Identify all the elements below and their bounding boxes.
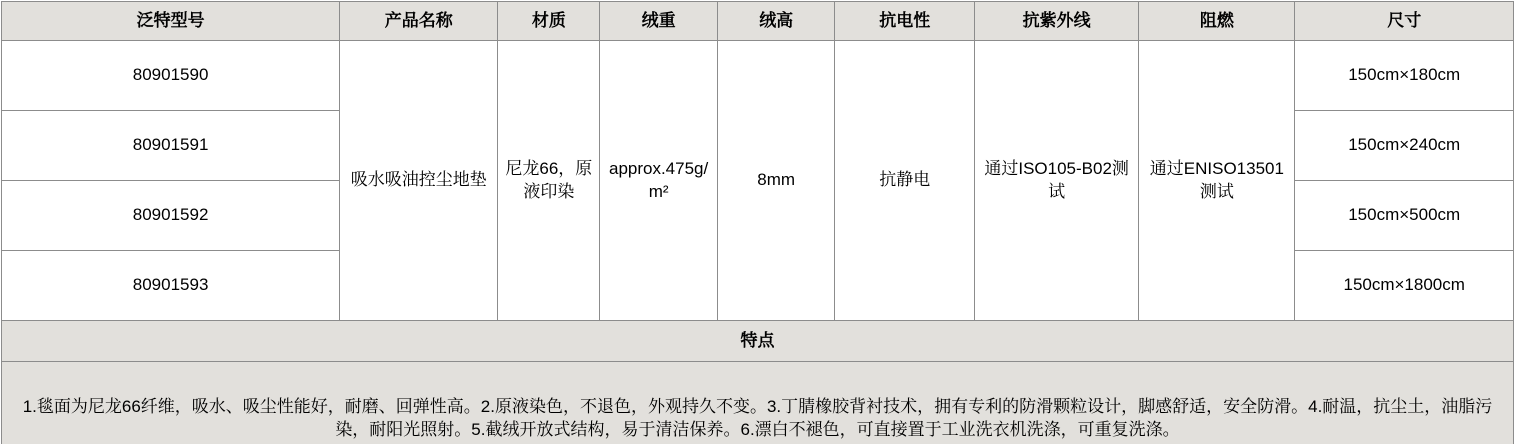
column-header-uv-resistance: 抗紫外线	[974, 2, 1138, 41]
column-header-flame-retardant: 阻燃	[1139, 2, 1295, 41]
pile-height-cell: 8mm	[717, 41, 835, 321]
table-header-row	[2, 2, 1514, 41]
size-cell: 150cm×180cm	[1295, 41, 1514, 111]
table-row	[2, 41, 1514, 111]
size-cell: 150cm×500cm	[1295, 181, 1514, 251]
product-name-cell: 吸水吸油控尘地垫	[340, 41, 498, 321]
column-header-model: 泛特型号	[2, 2, 340, 41]
pile-weight-cell: approx.475g/m²	[600, 41, 718, 321]
features-header-row	[2, 321, 1514, 362]
features-text: 1.毯面为尼龙66纤维，吸水、吸尘性能好，耐磨、回弹性高。2.原液染色，不退色，外观持久不变。3.丁腈橡胶背衬技术，拥有专利的防滑颗粒设计，脚感舒适，安全防滑。4.耐温，抗尘土，油脂污染，耐阳光照射。5.截绒开放式结构，易于清洁保养。6.漂白不褪色，可直接置于工业洗衣机洗涤，可重复洗涤。	[2, 362, 1514, 444]
table-body	[2, 41, 1514, 444]
material-cell: 尼龙66，原液印染	[498, 41, 600, 321]
anti-static-cell: 抗静电	[835, 41, 974, 321]
features-row	[2, 362, 1514, 444]
column-header-product-name: 产品名称	[340, 2, 498, 41]
model-code-cell: 80901591	[2, 111, 340, 181]
features-header: 特点	[2, 321, 1514, 362]
model-code-cell: 80901590	[2, 41, 340, 111]
size-cell: 150cm×1800cm	[1295, 251, 1514, 321]
table-header	[2, 2, 1514, 41]
model-code-cell: 80901593	[2, 251, 340, 321]
flame-retardant-cell: 通过ENISO13501测试	[1139, 41, 1295, 321]
size-cell: 150cm×240cm	[1295, 111, 1514, 181]
product-spec-table	[1, 1, 1514, 444]
model-code-cell: 80901592	[2, 181, 340, 251]
column-header-pile-weight: 绒重	[600, 2, 718, 41]
uv-resistance-cell: 通过ISO105-B02测试	[974, 41, 1138, 321]
column-header-size: 尺寸	[1295, 2, 1514, 41]
column-header-anti-static: 抗电性	[835, 2, 974, 41]
column-header-pile-height: 绒高	[717, 2, 835, 41]
column-header-material: 材质	[498, 2, 600, 41]
